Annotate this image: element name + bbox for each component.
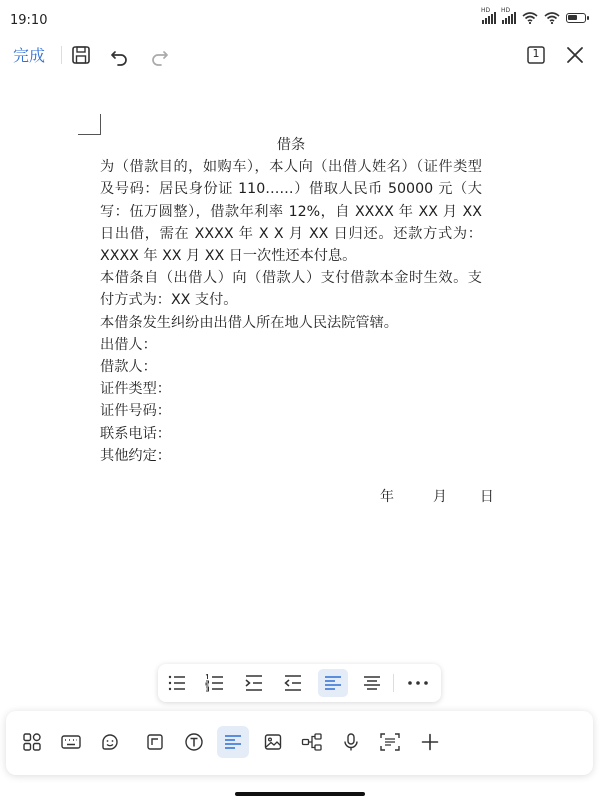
scan-button[interactable] bbox=[374, 726, 406, 758]
undo-icon[interactable] bbox=[107, 42, 133, 68]
image-icon bbox=[263, 732, 283, 752]
more-button[interactable] bbox=[403, 669, 433, 697]
signal-tag: HD bbox=[481, 7, 491, 14]
decrease-indent-button[interactable] bbox=[278, 669, 308, 697]
paragraph-icon bbox=[223, 733, 243, 751]
microphone-icon bbox=[341, 732, 361, 752]
date-day: 日 bbox=[479, 489, 494, 505]
insert-toolbar bbox=[6, 711, 593, 775]
microphone-button[interactable] bbox=[335, 726, 367, 758]
cellular-signal-icon bbox=[481, 7, 496, 24]
paragraph-loan-terms: 为（借款目的，如购车），本人向（出借人姓名）（证件类型及号码：居民身份证 110……）借取人民币 50000 元（大写：伍万圆整），借款年利率 12%，自 XXXX 年 XX 月 XX 日出借，需在 XXXX 年 X X 月 XX 日归还。还款方式为：XXXX 年 XX 月 XX 日一次性还本付息。 bbox=[100, 159, 482, 265]
status-time: 19:10 bbox=[10, 13, 48, 28]
save-icon[interactable] bbox=[68, 42, 94, 68]
bullet-list-icon bbox=[167, 674, 187, 692]
page-count-icon[interactable] bbox=[523, 42, 549, 68]
text-style-button[interactable] bbox=[178, 726, 210, 758]
done-button[interactable]: 完成 bbox=[13, 46, 46, 65]
crop-icon bbox=[145, 732, 165, 752]
keyboard-button[interactable] bbox=[55, 726, 87, 758]
field-phone: 联系电话： bbox=[100, 425, 171, 442]
wifi-2-icon bbox=[544, 12, 560, 24]
align-left-button[interactable] bbox=[318, 669, 348, 697]
status-icons bbox=[481, 7, 586, 24]
decrease-indent-icon bbox=[283, 674, 303, 692]
document-body[interactable] bbox=[100, 134, 482, 467]
battery-icon bbox=[566, 13, 586, 23]
more-icon bbox=[407, 680, 429, 686]
increase-indent-button[interactable] bbox=[239, 669, 269, 697]
scan-icon bbox=[379, 732, 401, 752]
numbered-list-icon bbox=[205, 674, 225, 692]
date-year: 年 bbox=[380, 489, 394, 505]
apps-icon bbox=[22, 732, 42, 752]
wifi-icon bbox=[522, 12, 538, 24]
close-icon[interactable] bbox=[562, 42, 588, 68]
image-button[interactable] bbox=[257, 726, 289, 758]
cellular-signal-2-icon bbox=[501, 7, 516, 24]
sticker-icon bbox=[100, 732, 120, 752]
document-title: 借条 bbox=[276, 137, 306, 153]
signature-date bbox=[380, 486, 494, 506]
mindmap-icon bbox=[301, 732, 323, 752]
editor-toolbar bbox=[0, 38, 600, 72]
paragraph-button[interactable] bbox=[217, 726, 249, 758]
mindmap-button[interactable] bbox=[296, 726, 328, 758]
field-lender: 出借人： bbox=[100, 336, 157, 353]
page-margin-marker bbox=[78, 114, 101, 135]
format-bar-divider bbox=[393, 674, 394, 692]
toolbar-divider bbox=[61, 46, 62, 64]
battery-level bbox=[568, 15, 577, 20]
field-other-terms: 其他约定： bbox=[100, 447, 171, 464]
add-icon bbox=[420, 732, 440, 752]
paragraph-jurisdiction: 本借条发生纠纷由出借人所在地人民法院管辖。 bbox=[100, 314, 398, 331]
apps-button[interactable] bbox=[16, 726, 48, 758]
text-style-icon bbox=[184, 732, 204, 752]
align-center-icon bbox=[362, 674, 382, 692]
crop-button[interactable] bbox=[139, 726, 171, 758]
signal-tag-2: HD bbox=[501, 7, 511, 14]
field-id-number: 证件号码： bbox=[100, 403, 171, 420]
numbered-list-button[interactable] bbox=[200, 669, 230, 697]
redo-icon[interactable] bbox=[146, 42, 172, 68]
increase-indent-icon bbox=[244, 674, 264, 692]
page-indicator: 1 bbox=[532, 47, 540, 60]
field-id-type: 证件类型： bbox=[100, 381, 171, 398]
field-borrower: 借款人： bbox=[100, 359, 157, 376]
home-indicator[interactable] bbox=[235, 792, 365, 796]
align-center-button[interactable] bbox=[357, 669, 387, 697]
keyboard-icon bbox=[60, 733, 82, 751]
date-month: 月 bbox=[432, 489, 447, 505]
status-bar bbox=[0, 0, 600, 40]
paragraph-format-bar bbox=[158, 664, 441, 702]
align-left-icon bbox=[323, 674, 343, 692]
paragraph-effective: 本借条自（出借人）向（借款人）支付借款本金时生效。支付方式为：XX 支付。 bbox=[100, 270, 482, 309]
bullet-list-button[interactable] bbox=[162, 669, 192, 697]
sticker-button[interactable] bbox=[94, 726, 126, 758]
add-button[interactable] bbox=[414, 726, 446, 758]
